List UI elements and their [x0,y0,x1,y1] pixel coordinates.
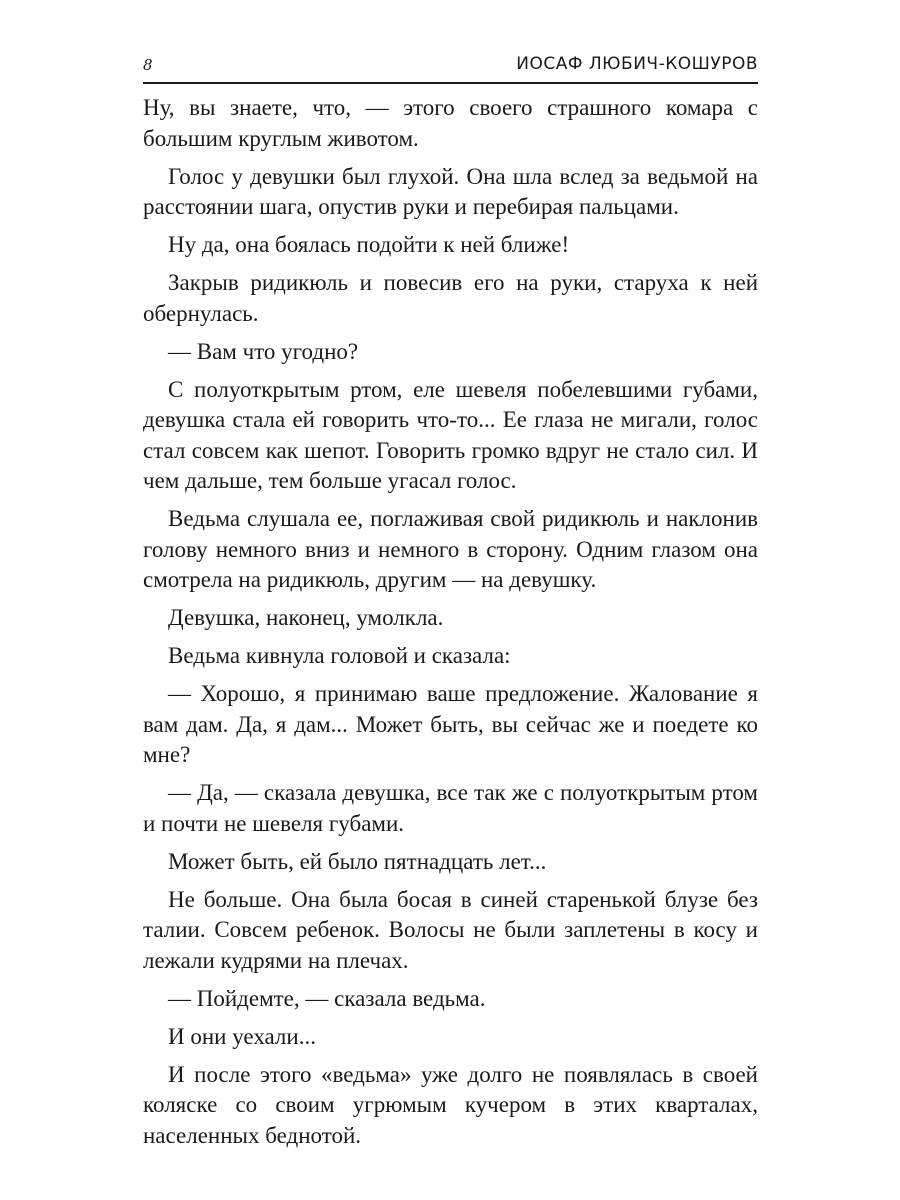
paragraph: — Да, — сказала девушка, все так же с полуоткрытым ртом и почти не шевеля губами. [143,780,758,836]
paragraph: И после этого «ведьма» уже долго не появлялась в своей коляске со своим угрюмым кучером в этих кварталах, населенных беднотой. [143,1061,758,1148]
paragraph: — Хорошо, я принимаю ваше предложение. Жалование я вам дам. Да, я дам... Может быть, вы сейчас же и поедете ко мне? [143,681,758,767]
paragraph: И они уехали... [168,1023,316,1049]
paragraph: Не больше. Она была босая в синей старенькой блузе без талии. Совсем ребенок. Волосы не были заплетены в косу и лежали кудрями на плечах. [143,886,758,973]
book-page [143,52,758,1159]
paragraph: Голос у девушки был глухой. Она шла вслед за ведьмой на расстоянии шага, опустив руки и перебирая пальцами. [143,163,758,219]
paragraph: С полуоткрытым ртом, еле шевеля побелевшими губами, девушка стала ей говорить что-то... Ее глаза не мигали, голос стал совсем как шепот. Говорить громко вдруг не стало сил. И чем дальше, тем больше угасал голос. [143,376,758,493]
paragraph: Закрыв ридикюль и повесив его на руки, старуха к ней обернулась. [143,270,758,326]
paragraph: Девушка, наконец, умолкла. [168,605,444,630]
paragraph: Может быть, ей было пятнадцать лет... [168,848,547,874]
paragraph: Ну да, она боялась подойти к ней ближе! [168,232,570,257]
author-name: ИОСАФ ЛЮБИЧ-КОШУРОВ [516,54,758,74]
paragraph: Ведьма кивнула головой и сказала: [168,643,511,668]
paragraph: Ну, вы знаете, что, — этого своего страшного комара с большим круглым животом. [143,95,758,151]
paragraph: — Пойдемте, — сказала ведьма. [168,985,486,1011]
paragraph: Ведьма слушала ее, поглаживая свой ридикюль и наклонив голову немного вниз и немного в сторону. Одним глазом она смотрела на ридикюль, другим — на девушку. [143,506,758,592]
body-text [143,93,758,1151]
page-number: 8 [143,56,153,74]
running-head [143,52,758,84]
paragraph: — Вам что угодно? [168,338,359,364]
